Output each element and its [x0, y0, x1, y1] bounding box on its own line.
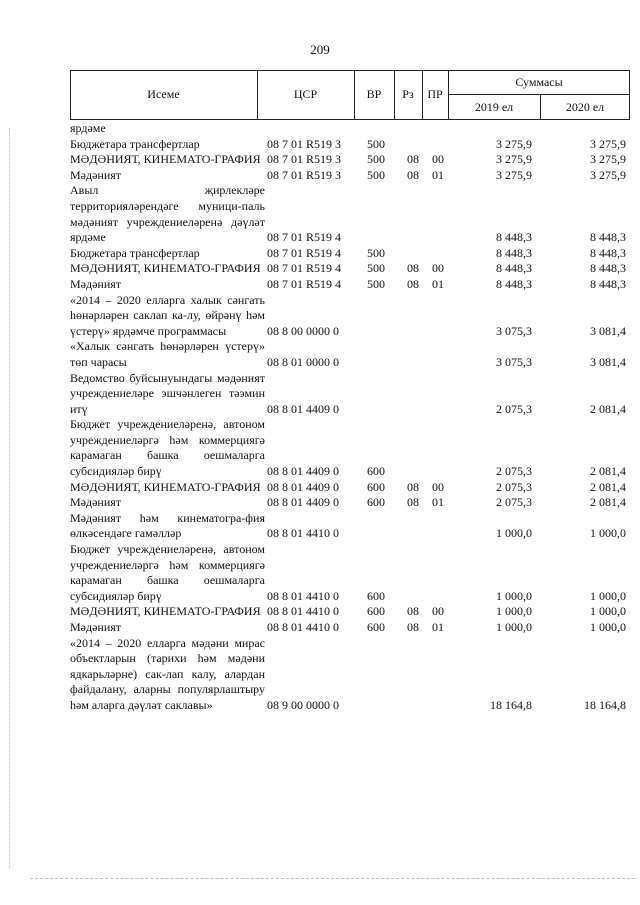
header-sums-rule [448, 94, 630, 95]
row-sum-2019: 3 275,9 [496, 136, 532, 151]
row-name: «2014 – 2020 елларга мәдәни мирас объектларын (тарихи һәм мәдәни ядкарьләрне) сак-лап калу, алардан файдалану, аларны популярлаштыру һәм аларга дәүләт саклавы» [70, 635, 265, 712]
row-csr: 08 9 00 0000 0 [267, 697, 339, 712]
header-vr: ВР [366, 87, 382, 101]
row-sum-2020: 3 275,9 [590, 167, 626, 182]
row-sum-2019: 2 075,3 [496, 464, 532, 479]
row-sum-2020: 8 448,3 [590, 230, 626, 245]
row-csr: 08 8 01 4409 0 [267, 479, 339, 494]
row-csr: 08 7 01 R519 4 [267, 276, 342, 291]
row-name: Мәдәният һәм кинематогра-фия өлкәсендәге гамәлләр [70, 510, 265, 541]
row-vr: 600 [367, 464, 385, 479]
row-name: «Халык сәнгать һөнәрләрен үстерү» төп чарасы [70, 339, 265, 369]
row-csr: 08 8 01 4409 0 [267, 495, 339, 510]
table-row [70, 542, 630, 604]
row-sum-2020: 18 164,8 [584, 697, 626, 712]
row-sum-2020: 2 081,4 [590, 495, 626, 510]
row-rz: 08 [407, 479, 419, 494]
table-row [70, 183, 630, 245]
row-sum-2020: 8 448,3 [590, 245, 626, 260]
header-name: Исеме [147, 87, 180, 101]
row-sum-2019: 1 000,0 [496, 620, 532, 634]
row-pr: 00 [432, 152, 444, 167]
table-row [70, 620, 630, 636]
header-2019: 2019 ел [474, 100, 514, 114]
row-sum-2020: 1 000,0 [590, 588, 626, 603]
row-vr: 500 [367, 136, 385, 151]
row-sum-2019: 18 164,8 [490, 697, 532, 712]
row-sum-2020: 2 081,4 [590, 464, 626, 479]
row-name: Авыл җирлекләре территорияләрендәге муници-паль мәдәният учреждениеләренә дәүләт ярдәме [70, 183, 265, 245]
row-vr: 600 [367, 479, 385, 494]
header-csr: ЦСР [293, 87, 318, 101]
table-row [70, 261, 630, 277]
row-pr: 01 [432, 167, 444, 182]
row-sum-2020: 3 081,4 [590, 354, 626, 369]
row-sum-2020: 3 275,9 [590, 136, 626, 151]
row-name: МӘДӘНИЯТ, КИНЕМАТО-ГРАФИЯ [70, 479, 261, 494]
row-csr: 08 8 01 4409 0 [267, 464, 339, 479]
row-sum-2019: 1 000,0 [496, 588, 532, 603]
row-sum-2019: 2 075,3 [496, 479, 532, 494]
header-bottom-rule [70, 119, 630, 120]
row-name: «2014 – 2020 елларга халык сәнгать һөнәрләрен саклап ка-лу, өйрәнү һәм үстерү» ярдәмче программасы [70, 292, 265, 338]
header-top-rule [70, 70, 630, 71]
row-sum-2020: 2 081,4 [590, 479, 626, 494]
header-rz: Рз [402, 87, 414, 101]
table-row [70, 417, 630, 479]
table-row [70, 636, 630, 714]
row-vr: 500 [367, 245, 385, 260]
row-csr: 08 8 01 4410 0 [267, 604, 339, 619]
row-name: Бюджет учреждениеләренә, автоном учреждениеләргә һәм коммерциягә карамаган башка оешмаларга субсидияләр бирү [70, 417, 265, 479]
row-sum-2019: 2 075,3 [496, 495, 532, 510]
row-sum-2019: 1 000,0 [496, 526, 532, 541]
row-csr: 08 7 01 R519 3 [267, 152, 342, 167]
row-csr: 08 7 01 R519 4 [267, 230, 342, 245]
table-row [70, 511, 630, 542]
row-pr: 00 [432, 604, 444, 619]
row-rz: 08 [407, 167, 419, 182]
row-rz: 08 [407, 261, 419, 276]
row-name: Ведомство буйсынуындагы мәдәният учреждениеләре эшчәнлеген тәэмин итү [70, 370, 265, 416]
row-csr: 08 8 01 4410 0 [267, 620, 339, 634]
row-csr: 08 8 01 4410 0 [267, 588, 339, 603]
row-csr: 08 7 01 R519 3 [267, 167, 342, 182]
row-sum-2019: 3 275,9 [496, 152, 532, 167]
table-row [70, 371, 630, 418]
row-sum-2019: 8 448,3 [496, 261, 532, 276]
row-csr: 08 7 01 R519 3 [267, 136, 342, 151]
row-name: ярдәме [70, 121, 106, 135]
table-row [70, 121, 630, 137]
table-row [70, 339, 630, 370]
row-name: Бюджет учреждениеләренә, автоном учреждениеләргә һәм коммерциягә карамаган башка оешмаларга субсидияләр бирү [70, 542, 265, 603]
row-pr: 01 [432, 620, 444, 634]
row-pr: 00 [432, 261, 444, 276]
row-sum-2019: 3 075,3 [496, 323, 532, 338]
row-sum-2019: 1 000,0 [496, 604, 532, 619]
row-pr: 00 [432, 479, 444, 494]
table-row [70, 152, 630, 168]
row-name: МӘДӘНИЯТ, КИНЕМАТО-ГРАФИЯ [70, 152, 261, 167]
row-name: Мәдәният [70, 620, 122, 634]
row-rz: 08 [407, 276, 419, 291]
row-name: Мәдәният [70, 276, 122, 291]
row-vr: 500 [367, 261, 385, 276]
row-pr: 01 [432, 276, 444, 291]
row-vr: 600 [367, 495, 385, 510]
table-row [70, 168, 630, 184]
row-csr: 08 8 01 4409 0 [267, 401, 339, 416]
table-body [70, 121, 630, 714]
row-sum-2019: 2 075,3 [496, 401, 532, 416]
header-pr: ПР [427, 87, 443, 101]
row-sum-2020: 1 000,0 [590, 604, 626, 619]
row-sum-2019: 3 075,3 [496, 354, 532, 369]
row-vr: 500 [367, 276, 385, 291]
page-number: 209 [310, 42, 330, 57]
row-sum-2019: 8 448,3 [496, 245, 532, 260]
header-2020: 2020 ел [565, 100, 605, 114]
row-sum-2020: 3 275,9 [590, 152, 626, 167]
row-csr: 08 7 01 R519 4 [267, 261, 342, 276]
row-sum-2019: 8 448,3 [496, 276, 532, 291]
row-name: МӘДӘНИЯТ, КИНЕМАТО-ГРАФИЯ [70, 604, 261, 619]
row-name: Мәдәният [70, 495, 122, 510]
table-row [70, 277, 630, 293]
row-vr: 500 [367, 152, 385, 167]
bottom-dashed-line [30, 878, 635, 879]
row-csr: 08 8 01 4410 0 [267, 526, 339, 541]
row-name: Бюджетара трансфертлар [70, 245, 200, 260]
table-row [70, 480, 630, 496]
row-vr: 600 [367, 620, 385, 634]
row-pr: 01 [432, 495, 444, 510]
row-sum-2020: 1 000,0 [590, 620, 626, 634]
table-row [70, 495, 630, 511]
row-sum-2020: 3 081,4 [590, 323, 626, 338]
row-vr: 600 [367, 588, 385, 603]
row-csr: 08 7 01 R519 4 [267, 245, 342, 260]
row-sum-2020: 1 000,0 [590, 526, 626, 541]
row-sum-2019: 8 448,3 [496, 230, 532, 245]
row-sum-2020: 2 081,4 [590, 401, 626, 416]
row-name: Бюджетара трансфертлар [70, 136, 200, 151]
table-row [70, 246, 630, 262]
row-vr: 500 [367, 167, 385, 182]
row-rz: 08 [407, 620, 419, 634]
margin-dotted-line [9, 128, 11, 868]
table-row [70, 137, 630, 153]
table-header [70, 70, 630, 120]
table-row [70, 293, 630, 340]
header-sums: Суммасы [515, 75, 563, 89]
row-sum-2020: 8 448,3 [590, 276, 626, 291]
row-rz: 08 [407, 604, 419, 619]
row-rz: 08 [407, 495, 419, 510]
row-sum-2020: 8 448,3 [590, 261, 626, 276]
row-csr: 08 8 00 0000 0 [267, 323, 339, 338]
row-rz: 08 [407, 152, 419, 167]
row-csr: 08 8 01 0000 0 [267, 354, 339, 369]
row-name: Мәдәният [70, 167, 122, 182]
row-sum-2019: 3 275,9 [496, 167, 532, 182]
table-row [70, 604, 630, 620]
row-name: МӘДӘНИЯТ, КИНЕМАТО-ГРАФИЯ [70, 261, 261, 276]
row-vr: 600 [367, 604, 385, 619]
